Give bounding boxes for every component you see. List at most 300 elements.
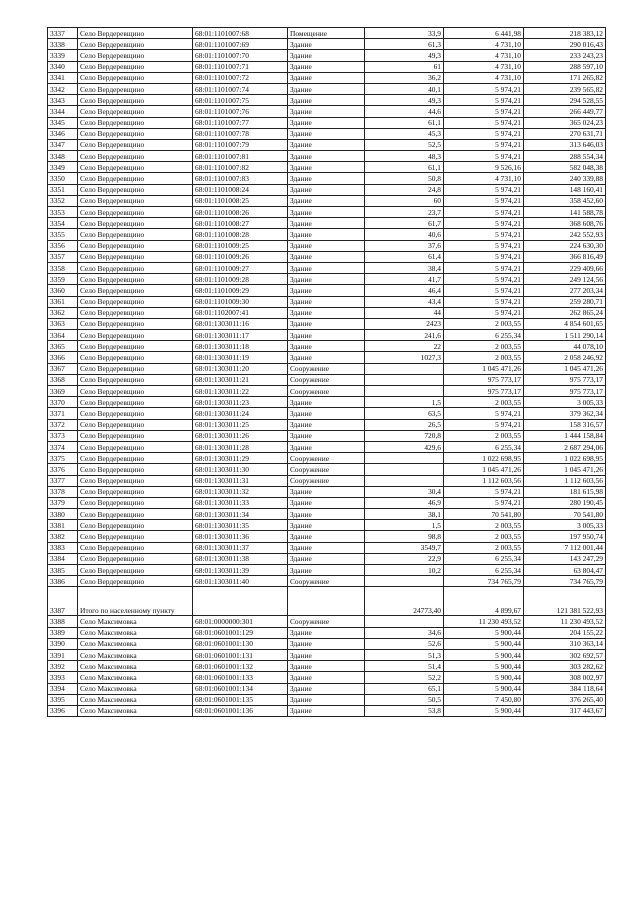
cell-cadastral-value: 310 363,14 bbox=[524, 638, 606, 649]
table-row bbox=[48, 307, 606, 318]
cell-row-number: 3347 bbox=[48, 139, 78, 150]
table-row bbox=[48, 162, 606, 173]
table-row bbox=[48, 705, 606, 716]
cell-area: 10,2 bbox=[365, 565, 444, 576]
table-row bbox=[48, 565, 606, 576]
cell-object-type: Здание bbox=[288, 509, 365, 520]
cell-area: 2423 bbox=[365, 318, 444, 329]
table-row bbox=[48, 139, 606, 150]
cell-settlement: Село Вердеревщино bbox=[78, 207, 193, 218]
cell-area: 40,6 bbox=[365, 229, 444, 240]
cell-cadastral-number: 68:01:0601001:130 bbox=[193, 638, 288, 649]
cell-row-number: 3342 bbox=[48, 83, 78, 94]
cell-area: 98,8 bbox=[365, 531, 444, 542]
cell-object-type: Здание bbox=[288, 352, 365, 363]
cell-object-type: Здание bbox=[288, 627, 365, 638]
cell-settlement: Село Вердеревщино bbox=[78, 542, 193, 553]
cell-area: 720,8 bbox=[365, 430, 444, 441]
cell-settlement: Село Максимовка bbox=[78, 694, 193, 705]
cell-object-type: Здание bbox=[288, 39, 365, 50]
cell-row-number: 3346 bbox=[48, 128, 78, 139]
cell-unit-value: 6 255,34 bbox=[444, 565, 524, 576]
cell-cadastral-value: 975 773,17 bbox=[524, 386, 606, 397]
cell-object-type: Здание bbox=[288, 296, 365, 307]
cell-row-number: 3394 bbox=[48, 683, 78, 694]
table-row bbox=[48, 441, 606, 452]
cell-unit-value: 5 974,21 bbox=[444, 151, 524, 162]
cell-cadastral-value: 290 016,43 bbox=[524, 39, 606, 50]
cell-area: 43,4 bbox=[365, 296, 444, 307]
cell-cadastral-number: 68:01:1101007:70 bbox=[193, 50, 288, 61]
cell-row-number: 3351 bbox=[48, 184, 78, 195]
cell-settlement: Село Максимовка bbox=[78, 649, 193, 660]
cell-unit-value: 5 900,44 bbox=[444, 627, 524, 638]
cell-unit-value: 5 974,21 bbox=[444, 218, 524, 229]
cell-unit-value: 5 974,21 bbox=[444, 207, 524, 218]
cell-settlement: Село Вердеревщино bbox=[78, 430, 193, 441]
cell-settlement: Село Вердеревщино bbox=[78, 117, 193, 128]
cell-object-type: Здание bbox=[288, 184, 365, 195]
cell-object-type: Здание bbox=[288, 151, 365, 162]
cell-object-type: Здание bbox=[288, 207, 365, 218]
cell-object-type: Здание bbox=[288, 408, 365, 419]
cell-cadastral-number: 68:01:0601001:133 bbox=[193, 672, 288, 683]
cell-object-type: Сооружение bbox=[288, 576, 365, 587]
table-row bbox=[48, 363, 606, 374]
cell-area: 1027,3 bbox=[365, 352, 444, 363]
cell-cadastral-number: 68:01:1303011:17 bbox=[193, 330, 288, 341]
cell-cadastral-value: 582 048,38 bbox=[524, 162, 606, 173]
table-row bbox=[48, 352, 606, 363]
cell-unit-value: 7 450,80 bbox=[444, 694, 524, 705]
cell-object-type: Здание bbox=[288, 274, 365, 285]
table-row bbox=[48, 207, 606, 218]
table-row bbox=[48, 386, 606, 397]
cell-cadastral-value: 734 765,79 bbox=[524, 576, 606, 587]
cell-settlement: Село Максимовка bbox=[78, 638, 193, 649]
cell-cadastral-value: 2 687 294,06 bbox=[524, 441, 606, 452]
table-row bbox=[48, 430, 606, 441]
cell-cadastral-number: 68:01:1303011:20 bbox=[193, 363, 288, 374]
cell-cadastral-value: 242 552,93 bbox=[524, 229, 606, 240]
cell-unit-value: 4 899,67 bbox=[444, 587, 524, 616]
table-row bbox=[48, 28, 606, 39]
cell-settlement: Село Максимовка bbox=[78, 683, 193, 694]
cell-area: 34,6 bbox=[365, 627, 444, 638]
table-row bbox=[48, 661, 606, 672]
cell-cadastral-number: 68:01:1102007:41 bbox=[193, 307, 288, 318]
cell-settlement: Село Вердеревщино bbox=[78, 106, 193, 117]
cell-cadastral-number: 68:01:1303011:28 bbox=[193, 441, 288, 452]
cell-settlement: Село Вердеревщино bbox=[78, 184, 193, 195]
cell-unit-value: 2 003,55 bbox=[444, 318, 524, 329]
cell-object-type: Здание bbox=[288, 95, 365, 106]
cell-unit-value: 1 045 471,26 bbox=[444, 363, 524, 374]
cell-cadastral-value: 376 265,40 bbox=[524, 694, 606, 705]
cell-area: 45,3 bbox=[365, 128, 444, 139]
cell-cadastral-value: 975 773,17 bbox=[524, 374, 606, 385]
cell-cadastral-number: 68:01:1303011:35 bbox=[193, 520, 288, 531]
cell-cadastral-value: 313 646,03 bbox=[524, 139, 606, 150]
cell-unit-value: 975 773,17 bbox=[444, 386, 524, 397]
cell-cadastral-number: 68:01:0601001:132 bbox=[193, 661, 288, 672]
cell-cadastral-value: 308 002,97 bbox=[524, 672, 606, 683]
cell-cadastral-value: 3 005,33 bbox=[524, 397, 606, 408]
cell-row-number: 3337 bbox=[48, 28, 78, 39]
cell-area: 24,8 bbox=[365, 184, 444, 195]
cell-area: 24773,40 bbox=[365, 587, 444, 616]
cell-row-number: 3341 bbox=[48, 72, 78, 83]
cell-object-type: Здание bbox=[288, 341, 365, 352]
cell-row-number: 3390 bbox=[48, 638, 78, 649]
table-row bbox=[48, 251, 606, 262]
cell-area: 38,4 bbox=[365, 262, 444, 273]
cell-area: 50,8 bbox=[365, 173, 444, 184]
cell-area: 40,1 bbox=[365, 83, 444, 94]
cell-settlement: Село Вердеревщино bbox=[78, 274, 193, 285]
cell-settlement: Село Вердеревщино bbox=[78, 128, 193, 139]
table-row bbox=[48, 50, 606, 61]
cell-cadastral-number: 68:01:0000000:301 bbox=[193, 616, 288, 627]
cell-object-type: Сооружение bbox=[288, 464, 365, 475]
cell-unit-value: 5 974,21 bbox=[444, 296, 524, 307]
cell-settlement: Село Вердеревщино bbox=[78, 475, 193, 486]
cell-settlement: Село Вердеревщино bbox=[78, 453, 193, 464]
cell-object-type: Здание bbox=[288, 553, 365, 564]
table-row bbox=[48, 694, 606, 705]
cell-area: 36,2 bbox=[365, 72, 444, 83]
cell-object-type: Здание bbox=[288, 128, 365, 139]
cell-settlement: Итого по населенному пункту bbox=[78, 587, 193, 616]
cell-cadastral-number: 68:01:1101008:28 bbox=[193, 229, 288, 240]
table-row bbox=[48, 576, 606, 587]
cell-unit-value: 1 022 698,95 bbox=[444, 453, 524, 464]
cell-row-number: 3387 bbox=[48, 587, 78, 616]
cell-settlement: Село Максимовка bbox=[78, 661, 193, 672]
cell-row-number: 3344 bbox=[48, 106, 78, 117]
table-row bbox=[48, 285, 606, 296]
table-row bbox=[48, 262, 606, 273]
cell-cadastral-value: 1 045 471,26 bbox=[524, 464, 606, 475]
cell-row-number: 3389 bbox=[48, 627, 78, 638]
cell-unit-value: 2 003,55 bbox=[444, 531, 524, 542]
cell-area: 41,7 bbox=[365, 274, 444, 285]
table-row bbox=[48, 672, 606, 683]
cell-cadastral-number: 68:01:1101009:30 bbox=[193, 296, 288, 307]
cell-area: 51,4 bbox=[365, 661, 444, 672]
cell-row-number: 3392 bbox=[48, 661, 78, 672]
cell-unit-value: 5 974,21 bbox=[444, 408, 524, 419]
table-row bbox=[48, 627, 606, 638]
cell-object-type: Здание bbox=[288, 565, 365, 576]
cell-row-number: 3380 bbox=[48, 509, 78, 520]
cell-row-number: 3388 bbox=[48, 616, 78, 627]
cell-row-number: 3369 bbox=[48, 386, 78, 397]
cell-cadastral-value: 63 804,47 bbox=[524, 565, 606, 576]
cell-cadastral-value: 2 058 246,92 bbox=[524, 352, 606, 363]
table-row bbox=[48, 497, 606, 508]
cell-row-number: 3357 bbox=[48, 251, 78, 262]
cell-area: 53,8 bbox=[365, 705, 444, 716]
cell-unit-value: 4 731,10 bbox=[444, 39, 524, 50]
cell-row-number: 3355 bbox=[48, 229, 78, 240]
cell-row-number: 3353 bbox=[48, 207, 78, 218]
table-row bbox=[48, 61, 606, 72]
cell-object-type: Здание bbox=[288, 672, 365, 683]
table-row bbox=[48, 274, 606, 285]
cell-settlement: Село Вердеревщино bbox=[78, 408, 193, 419]
cell-unit-value: 2 003,55 bbox=[444, 352, 524, 363]
table-row bbox=[48, 151, 606, 162]
cell-row-number: 3366 bbox=[48, 352, 78, 363]
cell-object-type: Здание bbox=[288, 162, 365, 173]
cell-area: 60 bbox=[365, 195, 444, 206]
cell-object-type: Сооружение bbox=[288, 616, 365, 627]
cell-area: 50,5 bbox=[365, 694, 444, 705]
cell-cadastral-number: 68:01:1101009:25 bbox=[193, 240, 288, 251]
cell-unit-value: 5 974,21 bbox=[444, 95, 524, 106]
cell-unit-value: 5 974,21 bbox=[444, 240, 524, 251]
cell-row-number: 3354 bbox=[48, 218, 78, 229]
cell-cadastral-value: 233 243,23 bbox=[524, 50, 606, 61]
cell-area bbox=[365, 386, 444, 397]
cell-cadastral-number: 68:01:1101009:26 bbox=[193, 251, 288, 262]
cell-row-number: 3379 bbox=[48, 497, 78, 508]
cell-cadastral-number: 68:01:1303011:39 bbox=[193, 565, 288, 576]
cell-cadastral-number: 68:01:1303011:21 bbox=[193, 374, 288, 385]
cell-object-type: Здание bbox=[288, 531, 365, 542]
cell-settlement: Село Вердеревщино bbox=[78, 565, 193, 576]
cell-settlement: Село Вердеревщино bbox=[78, 576, 193, 587]
cell-cadastral-number: 68:01:1303011:29 bbox=[193, 453, 288, 464]
cell-object-type: Здание bbox=[288, 61, 365, 72]
cell-cadastral-value: 358 452,60 bbox=[524, 195, 606, 206]
cell-unit-value: 4 731,10 bbox=[444, 61, 524, 72]
cell-object-type: Здание bbox=[288, 486, 365, 497]
table-row bbox=[48, 184, 606, 195]
cell-cadastral-value: 303 282,62 bbox=[524, 661, 606, 672]
cell-settlement: Село Вердеревщино bbox=[78, 307, 193, 318]
cell-cadastral-number: 68:01:1101007:72 bbox=[193, 72, 288, 83]
table-row bbox=[48, 683, 606, 694]
cell-cadastral-number: 68:01:0601001:136 bbox=[193, 705, 288, 716]
cell-settlement: Село Вердеревщино bbox=[78, 162, 193, 173]
table-row bbox=[48, 638, 606, 649]
table-row bbox=[48, 553, 606, 564]
cell-row-number: 3383 bbox=[48, 542, 78, 553]
cell-settlement: Село Вердеревщино bbox=[78, 50, 193, 61]
cell-settlement: Село Вердеревщино bbox=[78, 330, 193, 341]
cell-object-type: Здание bbox=[288, 307, 365, 318]
cell-settlement: Село Вердеревщино bbox=[78, 61, 193, 72]
cell-unit-value: 6 441,98 bbox=[444, 28, 524, 39]
cell-unit-value: 70 541,80 bbox=[444, 509, 524, 520]
cell-object-type: Помещение bbox=[288, 28, 365, 39]
table-row bbox=[48, 531, 606, 542]
cell-cadastral-number: 68:01:1303011:23 bbox=[193, 397, 288, 408]
cell-cadastral-number: 68:01:1303011:25 bbox=[193, 419, 288, 430]
cell-settlement: Село Вердеревщино bbox=[78, 531, 193, 542]
cell-unit-value: 4 731,10 bbox=[444, 50, 524, 61]
cell-cadastral-value: 365 024,23 bbox=[524, 117, 606, 128]
cell-settlement: Село Вердеревщино bbox=[78, 386, 193, 397]
table-row bbox=[48, 330, 606, 341]
table-row bbox=[48, 408, 606, 419]
table-row bbox=[48, 453, 606, 464]
cell-area: 23,7 bbox=[365, 207, 444, 218]
cell-object-type: Сооружение bbox=[288, 386, 365, 397]
cell-cadastral-number: 68:01:1303011:30 bbox=[193, 464, 288, 475]
cell-cadastral-number: 68:01:1101009:28 bbox=[193, 274, 288, 285]
cell-unit-value: 5 974,21 bbox=[444, 251, 524, 262]
cell-unit-value: 2 003,55 bbox=[444, 430, 524, 441]
cell-cadastral-value: 259 280,71 bbox=[524, 296, 606, 307]
cell-cadastral-number: 68:01:1303011:24 bbox=[193, 408, 288, 419]
cell-settlement: Село Вердеревщино bbox=[78, 553, 193, 564]
cell-settlement: Село Максимовка bbox=[78, 616, 193, 627]
cell-unit-value: 5 974,21 bbox=[444, 229, 524, 240]
cell-settlement: Село Вердеревщино bbox=[78, 397, 193, 408]
cell-row-number: 3365 bbox=[48, 341, 78, 352]
cell-object-type: Здание bbox=[288, 117, 365, 128]
cell-cadastral-number: 68:01:1101007:81 bbox=[193, 151, 288, 162]
table-row bbox=[48, 95, 606, 106]
cell-area: 1,5 bbox=[365, 520, 444, 531]
cell-cadastral-value: 280 190,45 bbox=[524, 497, 606, 508]
cell-area bbox=[365, 363, 444, 374]
cell-cadastral-number: 68:01:1303011:22 bbox=[193, 386, 288, 397]
cell-cadastral-value: 1 444 158,84 bbox=[524, 430, 606, 441]
cell-cadastral-number: 68:01:1101009:29 bbox=[193, 285, 288, 296]
cell-settlement: Село Максимовка bbox=[78, 627, 193, 638]
cell-cadastral-number: 68:01:1303011:18 bbox=[193, 341, 288, 352]
cell-unit-value: 5 974,21 bbox=[444, 184, 524, 195]
cell-settlement: Село Вердеревщино bbox=[78, 497, 193, 508]
cell-unit-value: 2 003,55 bbox=[444, 341, 524, 352]
cell-cadastral-number: 68:01:1303011:26 bbox=[193, 430, 288, 441]
cell-unit-value: 1 045 471,26 bbox=[444, 464, 524, 475]
table-row bbox=[48, 509, 606, 520]
cell-cadastral-value: 158 316,57 bbox=[524, 419, 606, 430]
cell-settlement: Село Вердеревщино bbox=[78, 251, 193, 262]
cell-unit-value: 5 974,21 bbox=[444, 106, 524, 117]
cell-row-number: 3343 bbox=[48, 95, 78, 106]
cell-settlement: Село Вердеревщино bbox=[78, 352, 193, 363]
table-row bbox=[48, 475, 606, 486]
cell-area: 22 bbox=[365, 341, 444, 352]
cell-settlement: Село Вердеревщино bbox=[78, 83, 193, 94]
cell-row-number: 3348 bbox=[48, 151, 78, 162]
cell-object-type: Здание bbox=[288, 419, 365, 430]
table-row bbox=[48, 72, 606, 83]
cell-row-number: 3371 bbox=[48, 408, 78, 419]
cell-unit-value: 5 974,21 bbox=[444, 262, 524, 273]
cell-object-type: Сооружение bbox=[288, 363, 365, 374]
cell-cadastral-value: 1 511 290,14 bbox=[524, 330, 606, 341]
cell-area: 46,4 bbox=[365, 285, 444, 296]
cell-object-type: Сооружение bbox=[288, 475, 365, 486]
cell-row-number: 3376 bbox=[48, 464, 78, 475]
cell-row-number: 3350 bbox=[48, 173, 78, 184]
cell-cadastral-number: 68:01:1101007:83 bbox=[193, 173, 288, 184]
cell-cadastral-number: 68:01:1101008:25 bbox=[193, 195, 288, 206]
cell-row-number: 3375 bbox=[48, 453, 78, 464]
cell-cadastral-value: 288 597,10 bbox=[524, 61, 606, 72]
cell-cadastral-number: 68:01:1101007:78 bbox=[193, 128, 288, 139]
cell-unit-value: 5 900,44 bbox=[444, 672, 524, 683]
cell-row-number: 3373 bbox=[48, 430, 78, 441]
cell-cadastral-value: 70 541,80 bbox=[524, 509, 606, 520]
cell-unit-value: 5 974,21 bbox=[444, 497, 524, 508]
cell-settlement: Село Вердеревщино bbox=[78, 72, 193, 83]
cell-row-number: 3340 bbox=[48, 61, 78, 72]
table-row bbox=[48, 117, 606, 128]
cell-area: 63,5 bbox=[365, 408, 444, 419]
cell-unit-value: 1 112 603,56 bbox=[444, 475, 524, 486]
cell-cadastral-number: 68:01:1303011:38 bbox=[193, 553, 288, 564]
cell-area bbox=[365, 576, 444, 587]
cell-settlement: Село Вердеревщино bbox=[78, 341, 193, 352]
cell-cadastral-number: 68:01:0601001:134 bbox=[193, 683, 288, 694]
cell-object-type: Здание bbox=[288, 430, 365, 441]
cell-row-number: 3372 bbox=[48, 419, 78, 430]
cell-cadastral-value: 7 112 001,44 bbox=[524, 542, 606, 553]
cell-object-type: Здание bbox=[288, 638, 365, 649]
cell-cadastral-number: 68:01:1101007:71 bbox=[193, 61, 288, 72]
cell-cadastral-number: 68:01:1101007:82 bbox=[193, 162, 288, 173]
cell-cadastral-value: 1 022 698,95 bbox=[524, 453, 606, 464]
cell-area bbox=[365, 616, 444, 627]
cell-cadastral-number: 68:01:1303011:34 bbox=[193, 509, 288, 520]
cell-row-number: 3370 bbox=[48, 397, 78, 408]
cell-object-type: Здание bbox=[288, 240, 365, 251]
cell-row-number: 3345 bbox=[48, 117, 78, 128]
cell-unit-value: 9 526,16 bbox=[444, 162, 524, 173]
cell-object-type: Здание bbox=[288, 694, 365, 705]
registry-table-body bbox=[48, 28, 606, 717]
table-row bbox=[48, 520, 606, 531]
cell-cadastral-number: 68:01:1101007:68 bbox=[193, 28, 288, 39]
cell-cadastral-value: 294 528,55 bbox=[524, 95, 606, 106]
cell-unit-value: 5 974,21 bbox=[444, 195, 524, 206]
cell-area: 44 bbox=[365, 307, 444, 318]
cell-cadastral-value: 262 865,24 bbox=[524, 307, 606, 318]
cell-area: 51,3 bbox=[365, 649, 444, 660]
cell-area bbox=[365, 464, 444, 475]
cell-area: 61,1 bbox=[365, 162, 444, 173]
cell-cadastral-value: 266 449,77 bbox=[524, 106, 606, 117]
cell-row-number: 3356 bbox=[48, 240, 78, 251]
cell-cadastral-value: 379 362,34 bbox=[524, 408, 606, 419]
cell-area: 429,6 bbox=[365, 441, 444, 452]
cell-unit-value: 5 900,44 bbox=[444, 661, 524, 672]
cell-settlement: Село Вердеревщино bbox=[78, 151, 193, 162]
cell-cadastral-number: 68:01:1101008:27 bbox=[193, 218, 288, 229]
cell-object-type: Здание bbox=[288, 649, 365, 660]
cell-cadastral-number bbox=[193, 587, 288, 616]
cell-row-number: 3359 bbox=[48, 274, 78, 285]
cell-row-number: 3381 bbox=[48, 520, 78, 531]
cell-settlement: Село Вердеревщино bbox=[78, 95, 193, 106]
table-row bbox=[48, 173, 606, 184]
cell-row-number: 3368 bbox=[48, 374, 78, 385]
cell-cadastral-value: 239 565,82 bbox=[524, 83, 606, 94]
cell-row-number: 3377 bbox=[48, 475, 78, 486]
cell-row-number: 3363 bbox=[48, 318, 78, 329]
cell-settlement: Село Вердеревщино bbox=[78, 419, 193, 430]
cell-cadastral-value: 302 692,57 bbox=[524, 649, 606, 660]
cell-cadastral-value: 121 381 522,93 bbox=[524, 587, 606, 616]
